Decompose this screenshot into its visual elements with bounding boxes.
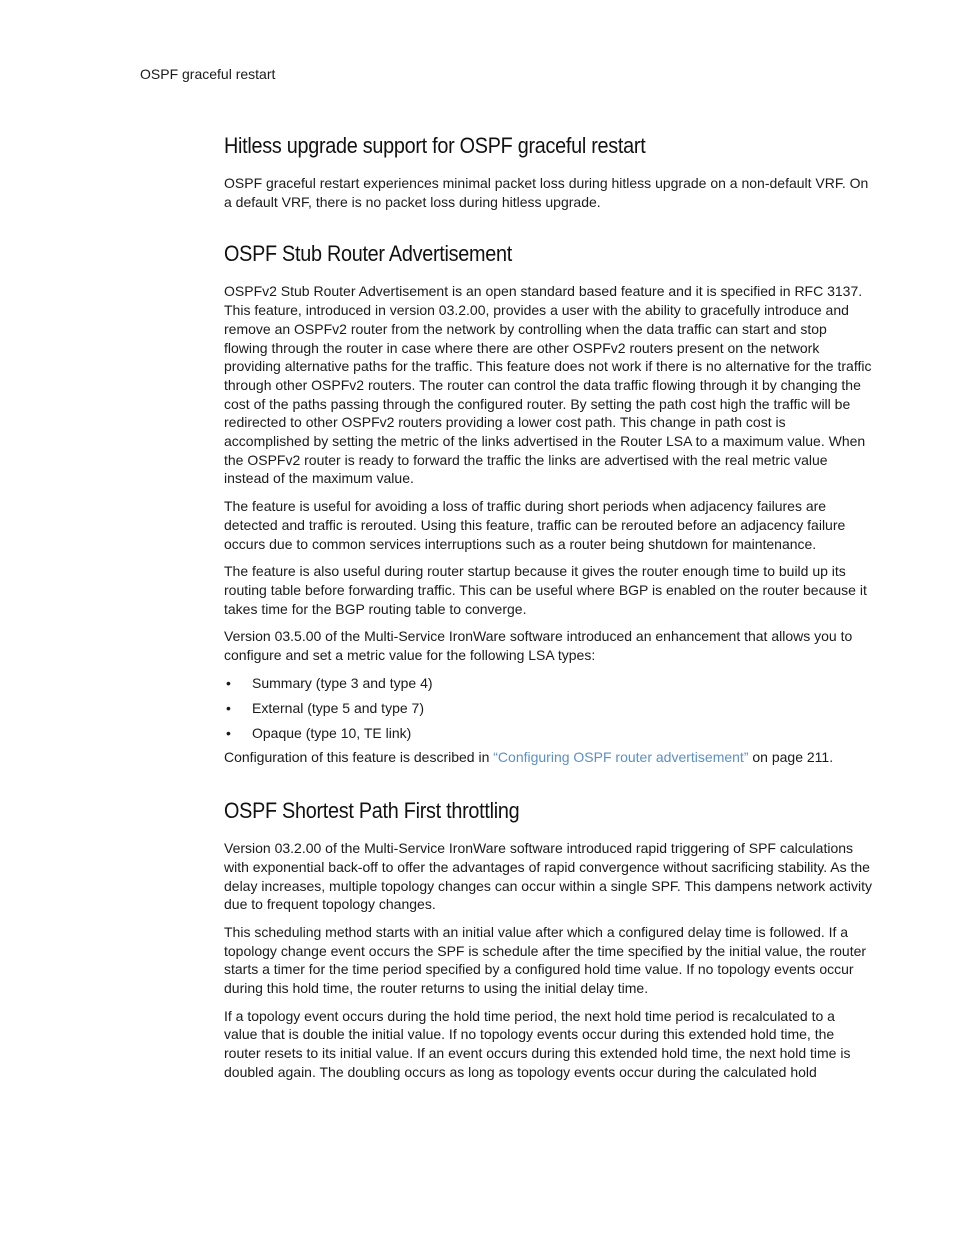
page-content [224,132,872,1091]
list-item-text: External (type 5 and type 7) [252,699,424,716]
paragraph-spf-2: This scheduling method starts with an initial value after which a configured delay time is followed. If a topology change event occurs the SPF is schedule after the time specified by the initial value, the router starts a timer for the time period specified by a configured hold time value. If no topology events occur during this hold time, the router returns to using the initial delay time. [224,923,867,997]
list-item-text: Opaque (type 10, TE link) [252,724,412,741]
paragraph-stub-3: The feature is also useful during router startup because it gives the router enough time to build up its routing table before forwarding traffic. This can be useful where BGP is enabled on the router because it takes time for the BGP routing table to converge. [224,563,867,617]
paragraph-stub-2: The feature is useful for avoiding a loss of traffic during short periods when adjacency failures are detected and traffic is rerouted. Using this feature, traffic can be rerouted before an adjacency failure occurs due to common services interruptions such as a router being shutdown for maintenance. [224,498,846,552]
paragraph-stub-1: OSPFv2 Stub Router Advertisement is an open standard based feature and it is specified in RFC 3137. This feature, introduced in version 03.2.00, provides a user with the ability to gracefully introduce and remove an OSPFv2 router from the network by controlling when the data traffic can start and stop flowing through the router in case where there are other OSPFv2 routers present on the network providing alternative paths for the traffic. This feature does not work if there is no alternative for the traffic through other OSPFv2 routers. The router can control the data traffic flowing through it by changing the cost of the paths passing through the configured router. By setting the path cost high the traffic will be redirected to other OSPFv2 routers providing a lower cost path. This change in path cost is accomplished by setting the metric of the links advertised in the Router LSA to a maximum value. When the OSPFv2 router is ready to forward the traffic the links are advertised with the real metric value instead of the maximum value. [224,283,872,487]
list-item-text: Summary (type 3 and type 4) [252,674,433,691]
config-note-prefix: Configuration of this feature is described in [224,749,494,766]
paragraph-config-note [224,748,872,767]
config-note-suffix: on page 211. [748,749,834,766]
heading-spf-throttling: OSPF Shortest Path First throttling [224,798,520,824]
lsa-types-list [224,674,872,742]
bullet-icon: • [226,724,231,741]
list-item [224,724,872,743]
list-item [224,699,872,718]
bullet-icon: • [226,699,231,716]
heading-hitless-upgrade: Hitless upgrade support for OSPF graceful restart [224,133,646,158]
heading-stub-router-advertisement: OSPF Stub Router Advertisement [224,241,512,267]
paragraph-stub-4: Version 03.5.00 of the Multi-Service IronWare software introduced an enhancement that allows you to configure and set a metric value for the following LSA types: [224,628,853,664]
running-header: OSPF graceful restart [140,66,276,82]
paragraph-spf-3: If a topology event occurs during the hold time period, the next hold time period is recalculated to a value that is double the initial value. If no topology events occur during this extended hold time, the router resets to its initial value. If an event occurs during this extended hold time, the next hold time is doubled again. The doubling occurs as long as topology events occur during the calculated hold [224,1007,851,1080]
list-item [224,674,872,693]
cross-reference-link[interactable]: “Configuring OSPF router advertisement” [493,749,749,766]
bullet-icon: • [226,674,231,691]
paragraph-hitless-1: OSPF graceful restart experiences minimal packet loss during hitless upgrade on a non-default VRF. On a default VRF, there is no packet loss during hitless upgrade. [224,175,869,210]
paragraph-spf-1: Version 03.2.00 of the Multi-Service IronWare software introduced rapid triggering of SPF calculations with exponential back-off to offer the advantages of rapid convergence without sacrificing stability. As the delay increases, multiple topology changes can occur within a single SPF. This dampens network activity due to frequent topology changes. [224,840,872,913]
